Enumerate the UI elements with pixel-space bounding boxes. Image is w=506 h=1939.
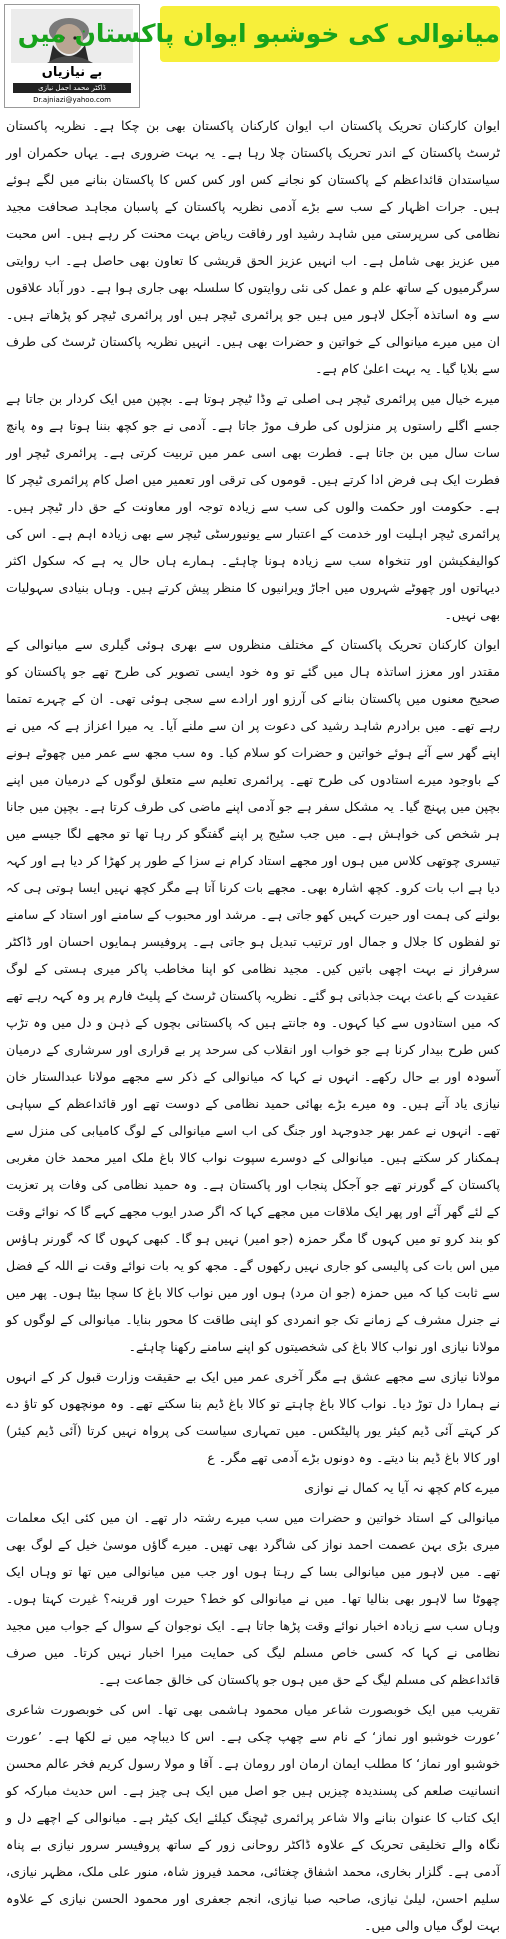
column-name: بے نیازیاں — [41, 65, 103, 80]
title-banner — [17, 6, 500, 62]
article-title: میانوالی کی خوشبو ایوان پاکستان میں — [17, 19, 500, 48]
column-header — [0, 0, 506, 108]
article-body — [6, 112, 500, 1933]
article-verse: میرے کام کچھ نہ آیا یہ کمال نے نوازی — [304, 1480, 500, 1495]
article-paragraph: میرے خیال میں پرائمری ٹیچر ہی اصلی تے وڈا ٹیچر ہوتا ہے۔ بچپن میں ایک کردار بن جاتا ہے جسے اگلے راستوں پر منزلوں کی طرف موڑ جاتا ہے۔ آدمی نے جو کچھ بننا ہوتا ہے وہ پانچ سات سال میں بن جاتا ہے۔ فطرت بھی اسی عمر میں تربیت کرتی ہے۔ پرائمری ٹیچر اور فطرت ایک ہی فرض ادا کرتے ہیں۔ قوموں کی ترقی اور تعمیر میں اصل کام پرائمری ٹیچر کا ہے۔ حکومت اور حکمت والوں کی سب سے زیادہ توجہ اور معاونت کے حق دار ٹیچر ہیں۔ پرائمری ٹیچر اہلیت اور خدمت کے اعتبار سے یونیورسٹی ٹیچر سے بھی زیادہ اہم ہے۔ اس کی کوالیفکیشن اور تنخواہ سب سے زیادہ ہونا چاہئے۔ ہمارے ہاں حال یہ ہے کہ سکول اکثر دیہاتوں اور چھوٹے شہروں میں اجاڑ ویرانیوں کا منظر پیش کرتے ہیں۔ وہاں بنیادی سہولیات بھی نہیں۔ — [6, 391, 500, 622]
article-paragraph: میانوالی کے استاد خواتین و حضرات میں سب میرے رشتہ دار تھے۔ ان میں کئی ایک معلمات میری بڑی بہن عصمت احمد نواز کی شاگرد بھی تھیں۔ میرے گاؤں موسیٰ خیل کے لوگ بھی تھے۔ میں لاہور میں میانوالی بسا کے رہتا ہوں اور جب میں میانوالی میں تھا تو وہاں ایک چھوٹا سا لاہور بھی بنالیا تھا۔ میں نے میانوالی کو خط؟ حیرت اور قرینہ؟ غیرت کہتا ہوں۔ وہاں سب سے زیادہ اخبار نوائے وقت پڑھا جاتا ہے۔ ایک نوجوان کے سوال کے جواب میں مجید نظامی نے کہا کہ کسی خاص مسلم لیگ کی حمایت میرا اخبار نہیں کرتا۔ میں صرف قائداعظم کی مسلم لیگ کے حق میں ہوں جو پاکستان کی خالق جماعت ہے۔ — [6, 1510, 500, 1687]
author-email: Dr.ajniazi@yahoo.com — [33, 96, 111, 104]
article-paragraph: ایوان کارکنان تحریک پاکستان کے مختلف منظروں سے بھری ہوئی گیلری سے میانوالی کے مقتدر اور معزز اساتذہ ہال میں گئے تو وہ خود ایسی تصویر کی طرح تھے جو پاکستان کو صحیح معنوں میں پاکستان بنانے کی آرزو اور ارادے سے سجی ہوئی تھی۔ ان کے چہرے تمتما رہے تھے۔ میں برادرم شاہد رشید کی دعوت پر ان سے ملنے آیا۔ یہ میرا اعزاز ہے کہ میں نے اپنے گھر سے آئے ہوئے خواتین و حضرات کو سلام کیا۔ وہ سب مجھ سے عمر میں چھوٹے ہونے کے باوجود میرے استادوں کی طرح تھے۔ پرائمری تعلیم سے متعلق لوگوں کے درمیان میں اپنے بچپن میں پہنچ گیا۔ یہ مشکل سفر ہے جو آدمی اپنے ماضی کی طرف کرتا ہے۔ بچپن میں جانا ہر شخص کی خواہش ہے۔ میں جب سٹیج پر اپنے گفتگو کر رہا تھا تو مجھے لگا جیسے میں تیسری چوتھی کلاس میں ہوں اور مجھے استاد کرام نے سزا کے طور پر کھڑا کر دیا ہے اور کہہ دیا ہے اب بات کرو۔ کچھ اشارہ بھی۔ مجھے بات کرنا آتا ہے مگر کچھ نہیں ایسا ہوتی ہی کہ بولنے کی ہمت اور حیرت کہیں کھو جاتی ہے۔ مرشد اور محبوب کے سامنے اور استاد کے سامنے تو لفظوں کا جلال و جمال اور ترتیب تبدیل ہو جاتی ہے۔ پروفیسر ہمایوں احسان اور ڈاکٹر سرفراز نے بہت اچھی باتیں کیں۔ مجید نظامی کو اپنا مخاطب پاکر میری ہستی کے لوگ عقیدت کے باعث بہت جذباتی ہو گئے۔ نظریہ پاکستان ٹرسٹ کے پلیٹ فارم پر وہ کہہ رہے تھے کہ میں استادوں سے کیا کہوں۔ وہ جانتے ہیں کہ پاکستانی بچوں کے ذہن و دل میں وہ تڑپ کس طرح بیدار کرنا ہے جو خواب اور انقلاب کی سرحد پر بے قراری اور سرشاری کے درمیان آسودہ اور بے حال رکھے۔ انہوں نے کہا کہ میانوالی کے ذکر سے مجھے مولانا عبدالستار خان نیازی یاد آتے ہیں۔ وہ میرے بڑے بھائی حمید نظامی کے دوست تھے اور قائداعظم کے سپاہی تھے۔ انہوں نے عمر بھر جدوجہد اور جنگ کی اب اسے میانوالی کے لوگ کامیابی کی منزل سے ہمکنار کر سکتے ہیں۔ میانوالی کے دوسرے سپوت نواب کالا باغ ملک امیر محمد خان مغربی پاکستان کے گورنر تھے جو آجکل پنجاب اور پاکستان ہے۔ وہ حمید نظامی کی وفات پر تعزیت کے لئے گھر آئے اور پھر ایک ملاقات میں مجھے کہا کہ اگر صدر ایوب مجھے کہے گا کہ نوائے وقت کو بند کرو تو میں کہوں گا مگر حمزہ (جو امیر) نہیں ہو گا۔ کبھی کہوں گا کہ گورنر ہاؤس میں اس بات کی پالیسی کو جاری نہیں رکھوں گے۔ مجھ کو یہ بات نوائے وقت نے اللہ کے فضل سے ثابت کیا کہ میں حمزہ (جو ان مرد) ہوں اور میں نواب کالا باغ کا سچا بیٹا ہوں۔ پھر میں نے جنرل مشرف کے زمانے تک جو انمردی کو اپنی طاقت کا محور بنایا۔ میانوالی کے لوگوں کو مولانا نیازی اور نواب کالا باغ کی شخصیتوں کو اپنے سامنے رکھنا چاہئے۔ — [6, 637, 500, 1354]
article-paragraph: تقریب میں ایک خوبصورت شاعر میاں محمود ہاشمی بھی تھا۔ اس کی خوبصورت شاعری ’عورت خوشبو اور نماز‘ کے نام سے چھپ چکی ہے۔ اس کا دیباچہ میں نے لکھا ہے۔ ’عورت خوشبو اور نماز‘ کا مطلب ایمان ارمان اور رومان ہے۔ آقا و مولا رسول کریم فخر عالم محسن انسانیت صلعم کی پسندیدہ چیزیں ہیں جو اصل میں ایک ہی چیز ہے۔ اس حدیث مبارکہ کو ایک کتاب کا عنوان بنانے والا شاعر پرائمری ٹیچنگ کیلئے ایک کیٹر ہے۔ میانوالی کے اچھے دل و نگاہ والے تخلیقی تحریک کے علاوہ ڈاکٹر روحانی زور کے ساتھ پروفیسر سرور نیازی بے پناہ آدمی ہے۔ گلزار بخاری، محمد اشفاق چغتائی، محمد فیروز شاہ، منور علی ملک، مظہر نیازی، سلیم احسن، لیلیٰ نیازی، صاحبہ صبا نیازی، انجم جعفری اور محمود الحسن نیازی کے علاوہ بہت لوگ میاں والی میں۔ — [6, 1702, 500, 1933]
article-paragraph: ایوان کارکنان تحریک پاکستان اب ایوان کارکنان پاکستان بھی بن چکا ہے۔ نظریہ پاکستان ٹرسٹ پاکستان کے اندر تحریک پاکستان چلا رہا ہے۔ یہ بہت ضروری ہے۔ یہاں حکمران اور سیاستدان قائداعظم کے پاکستان کو نجانے کس اور کس کس کا پاکستان بنانے میں لگے ہوئے ہیں۔ جرات اظہار کے سب سے بڑے آدمی نظریہ پاکستان کے پاسبان مجاہد صحافت مجید نظامی کی سرپرستی میں شاہد رشید اور رفاقت ریاض بہت محنت کر رہے ہیں۔ اس محبت میں عزیز بھی شامل ہے۔ اب انہیں عزیز الحق قریشی کا تعاون بھی حاصل ہے۔ اب روایتی سرگرمیوں کے ساتھ علم و عمل کی نئی روایتوں کا سلسلہ بھی جاری ہوا ہے۔ دور آباد علاقوں سے وہ اساتذہ آجکل لاہور میں ہیں جو پرائمری ٹیچر ہیں اور پرائمری ٹیچر کو پڑھاتے ہیں۔ ان میں میرے میانوالی کے خواتین و حضرات بھی ہیں۔ انہیں نظریہ پاکستان ٹرسٹ کی طرف سے بلایا گیا۔ یہ بہت اعلیٰ کام ہے۔ — [6, 118, 500, 376]
article-paragraph: مولانا نیازی سے مجھے عشق ہے مگر آخری عمر میں ایک بے حقیقت وزارت قبول کر کے انہوں نے ہمارا دل توڑ دیا۔ نواب کالا باغ چاہتے تو کالا باغ ڈیم بنا سکتے تھے۔ وہ مونچھوں کو تاؤ دے کر کہتے آئی ڈیم کیئر یور پالیٹکس۔ میں تمہاری سیاست کی پرواہ نہیں کرتا (آئی ڈیم کیئر) اور کالا باغ ڈیم بنا دیتے۔ وہ دونوں بڑے آدمی تھے مگر۔ ع — [6, 1369, 500, 1465]
author-name-band: ڈاکٹر محمد اجمل نیازی — [13, 83, 131, 93]
